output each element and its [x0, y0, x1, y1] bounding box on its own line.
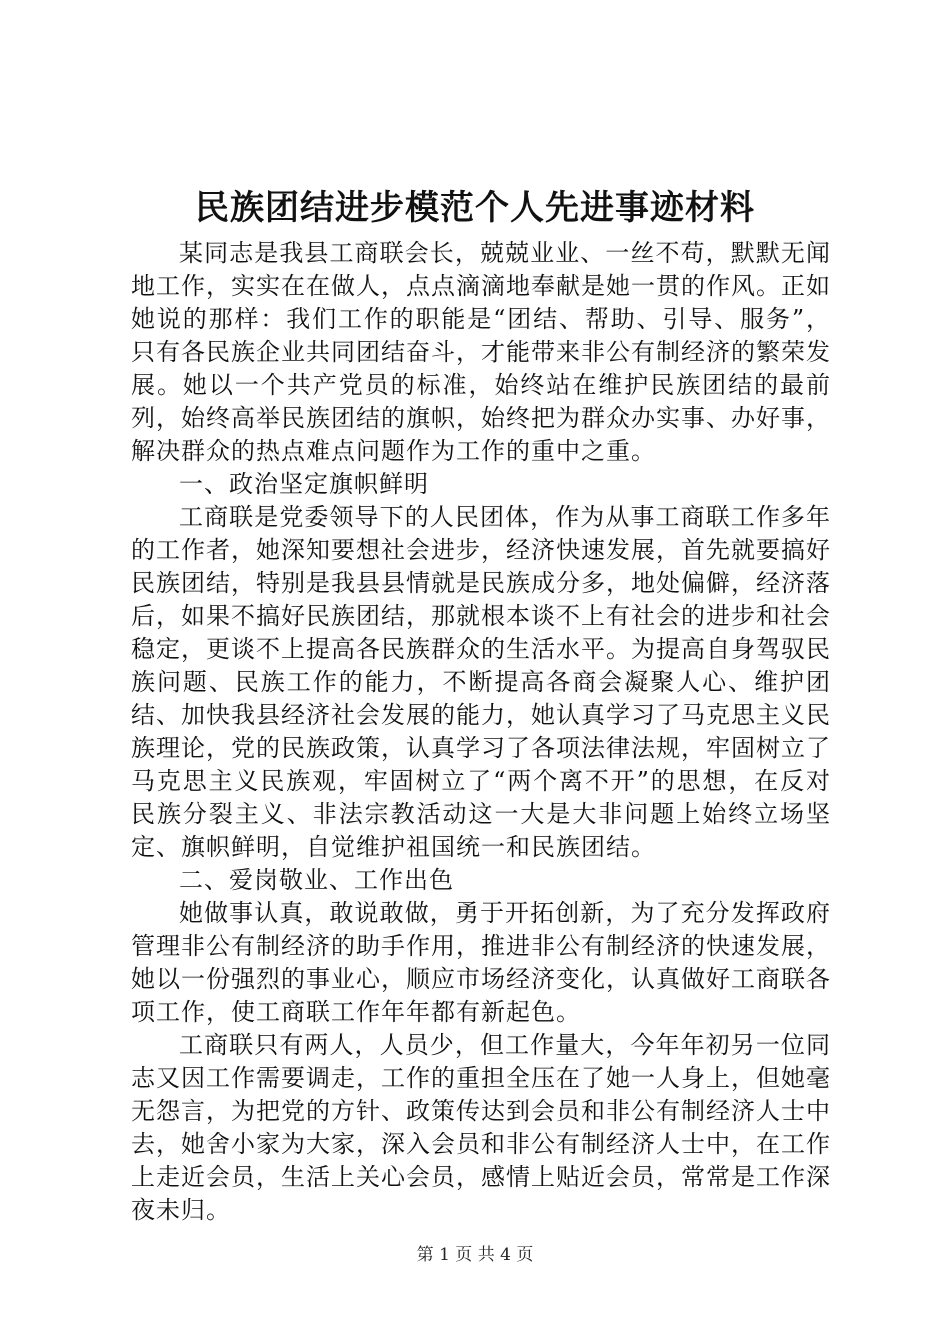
body-paragraph-section-1: 工商联是党委领导下的人民团体，作为从事工商联工作多年的工作者，她深知要想社会进步，经济快速发展，首先就要搞好民族团结，特别是我县县情就是民族成分多，地处偏僻，经济落后，如果不搞好民族团结，那就根本谈不上有社会的进步和社会稳定，更谈不上提高各民族群众的生活水平。为提高自身驾驭民族问题、民族工作的能力，不断提高各商会凝聚人心、维护团结、加快我县经济社会发展的能力，她认真学习了马克思主义民族理论，党的民族政策，认真学习了各项法律法规，牢固树立了马克思主义民族观，牢固树立了“两个离不开”的思想，在反对民族分裂主义、非法宗教活动这一大是大非问题上始终立场坚定、旗帜鲜明，自觉维护祖国统一和民族团结。 — [131, 503, 831, 861]
body-paragraph-section-2b: 工商联只有两人，人员少，但工作量大，今年年初另一位同志又因工作需要调走，工作的重担全压在了她一人身上，但她毫无怨言，为把党的方针、政策传达到会员和非公有制经济人士中去，她舍小家为大家，深入会员和非公有制经济人士中，在工作上走近会员，生活上关心会员，感情上贴近会员，常常是工作深夜未归。 — [131, 1031, 831, 1224]
body-paragraph-intro: 某同志是我县工商联会长，兢兢业业、一丝不苟，默默无闻地工作，实实在在做人，点点滴滴地奉献是她一贯的作风。正如她说的那样：我们工作的职能是“团结、帮助、引导、服务”，只有各民族企业共同团结奋斗，才能带来非公有制经济的繁荣发展。她以一个共产党员的标准，始终站在维护民族团结的最前列，始终高举民族团结的旗帜，始终把为群众办实事、办好事，解决群众的热点难点问题作为工作的重中之重。 — [131, 239, 831, 465]
section-heading-1: 一、政治坚定旗帜鲜明 — [179, 470, 429, 498]
body-paragraph-section-2a: 她做事认真，敢说敢做，勇于开拓创新，为了充分发挥政府管理非公有制经济的助手作用，推进非公有制经济的快速发展，她以一份强烈的事业心，顺应市场经济变化，认真做好工商联各项工作，使工商联工作年年都有新起色。 — [131, 899, 831, 1026]
document-title: 民族团结进步模范个人先进事迹材料 — [195, 188, 755, 228]
document-body — [131, 237, 831, 1227]
page-footer: 第 1 页 共 4 页 — [416, 1245, 534, 1265]
section-heading-2: 二、爱岗敬业、工作出色 — [179, 866, 454, 894]
